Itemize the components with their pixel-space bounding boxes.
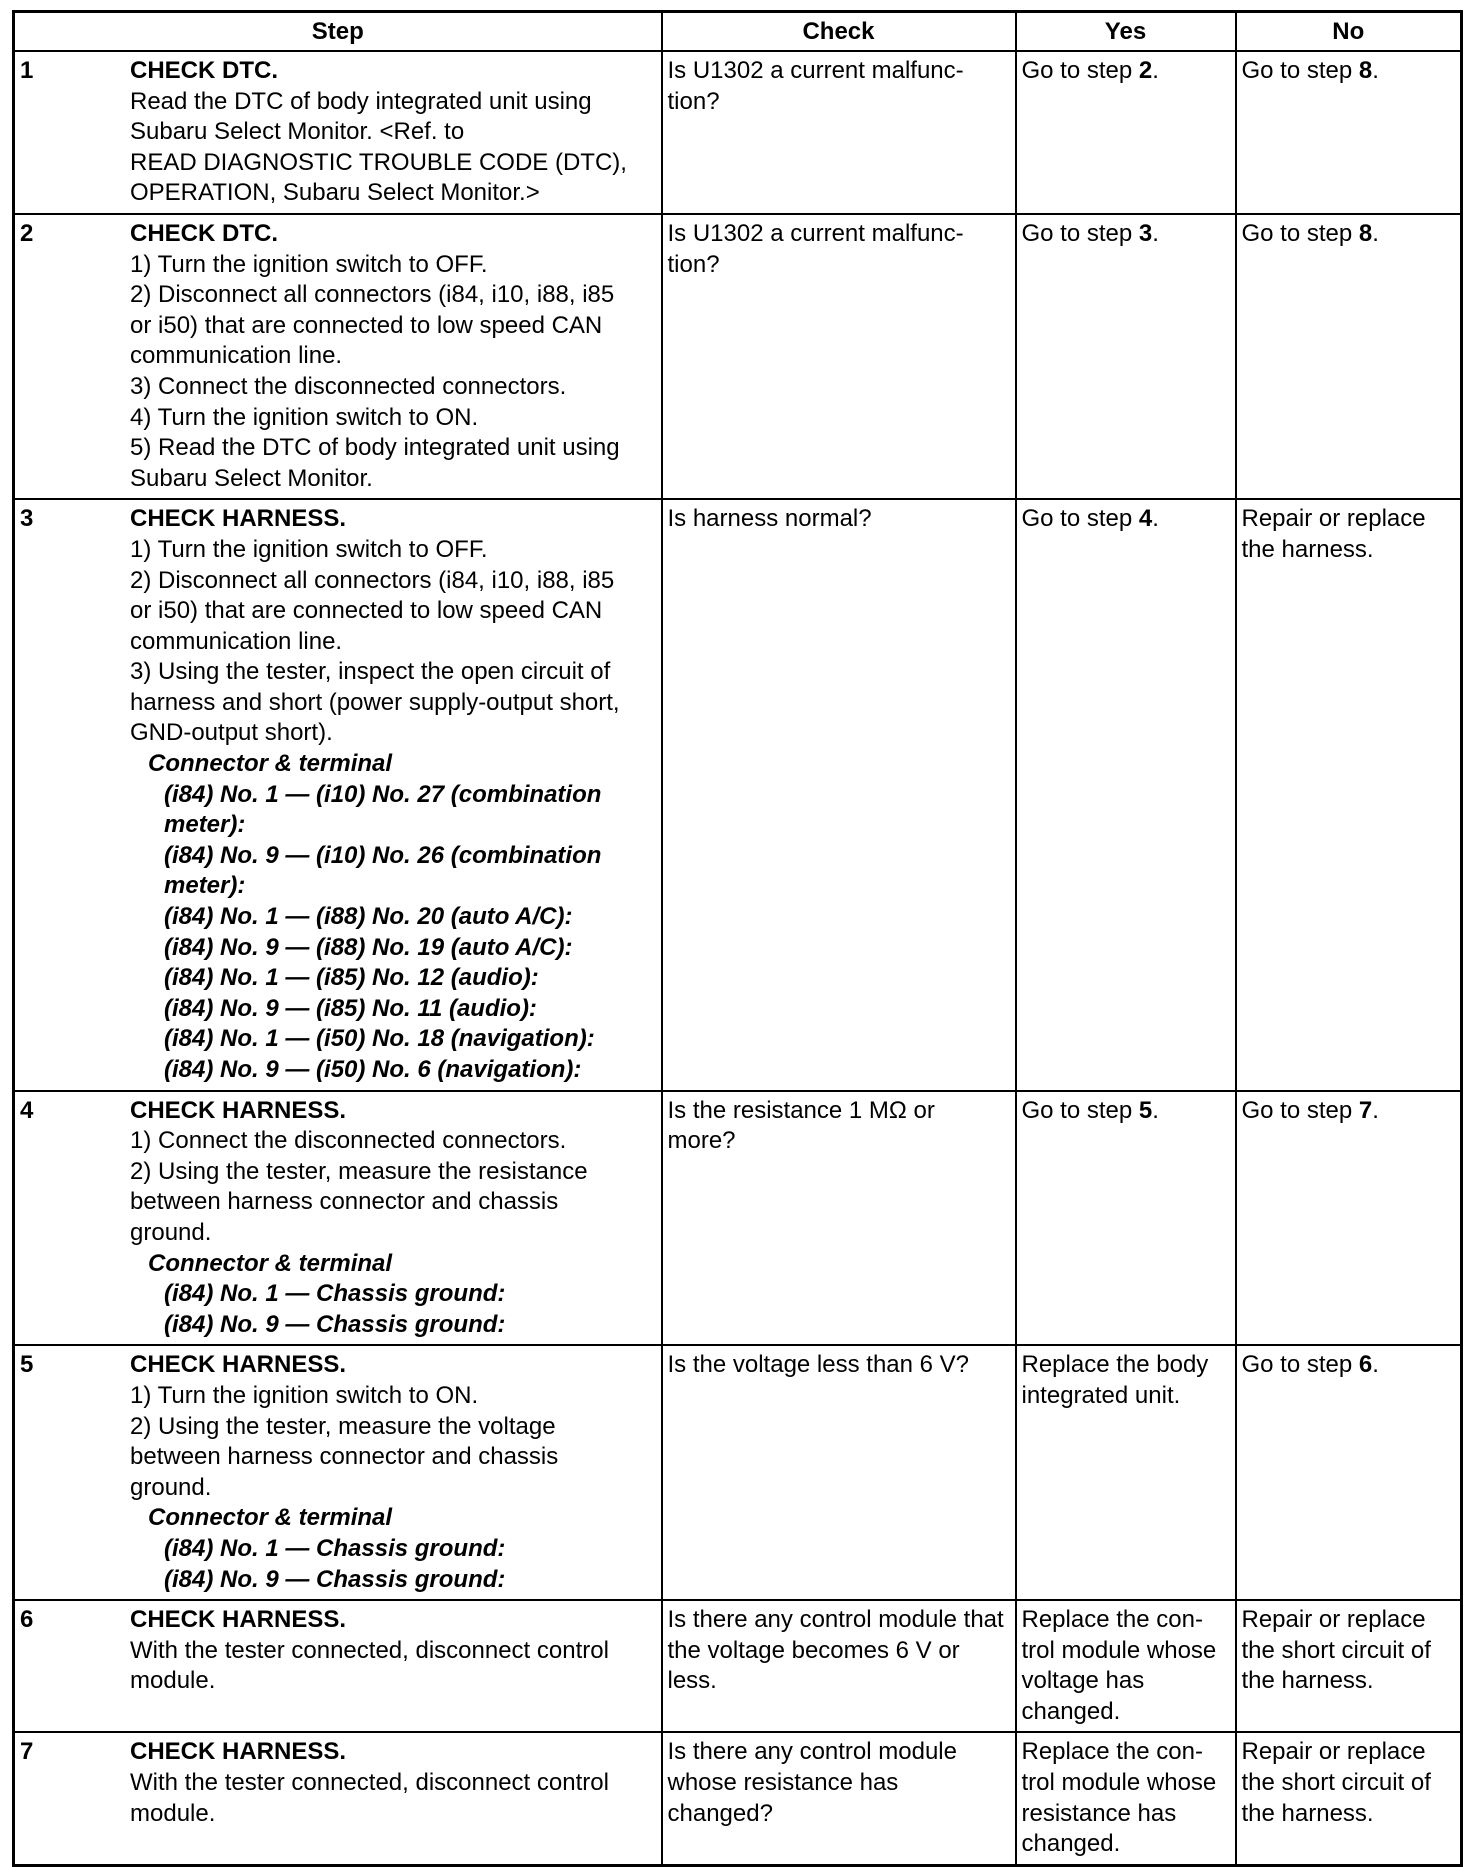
step-title: CHECK HARNESS. [130, 1738, 347, 1766]
connector-terminal-line: meter): [164, 811, 246, 839]
step-number: 1 [20, 57, 34, 84]
yes-cell-text [1022, 56, 1231, 87]
connector-terminal-line: meter): [164, 872, 246, 900]
step-instruction-line: or i50) that are connected to low speed CAN [130, 597, 603, 625]
table-row [14, 1091, 1462, 1346]
check-cell [662, 1091, 1016, 1346]
step-cell-content [20, 1605, 657, 1697]
check-line: Is there any control module that [667, 1606, 1004, 1634]
no-cell-prefix: Go to step [1241, 1351, 1359, 1379]
no-cell [1236, 214, 1462, 499]
yes-cell-text [1022, 1096, 1231, 1127]
table-row [14, 214, 1462, 499]
step-cell [14, 1345, 662, 1600]
no-cell-line: Repair or replace [1241, 1606, 1426, 1634]
check-line: less. [667, 1667, 717, 1695]
step-instruction-line: 2) Using the tester, measure the voltage [130, 1412, 556, 1440]
step-instruction-line: ground. [130, 1473, 212, 1501]
yes-cell-line: trol module whose [1021, 1636, 1217, 1664]
connector-terminal-line: (i84) No. 9 — (i88) No. 19 (auto A/C): [164, 933, 573, 961]
step-body [130, 56, 657, 209]
no-cell-text [1242, 219, 1457, 250]
step-title: CHECK DTC. [130, 219, 278, 247]
step-instruction-line: With the tester connected, disconnect control [130, 1769, 609, 1797]
check-cell [662, 51, 1016, 214]
step-title: CHECK HARNESS. [130, 505, 347, 533]
step-instruction-line: module. [130, 1799, 216, 1827]
yes-cell-suffix: . [1152, 219, 1159, 247]
step-instruction-line: With the tester connected, disconnect control [130, 1636, 609, 1664]
step-number: 2 [20, 219, 34, 247]
no-cell [1236, 1732, 1462, 1865]
yes-cell-step-number: 2 [1138, 57, 1153, 84]
yes-cell-step-number: 5 [1138, 1096, 1153, 1124]
no-cell-suffix: . [1372, 57, 1379, 84]
no-cell-step-number: 8 [1358, 57, 1373, 84]
step-number: 6 [20, 1606, 34, 1634]
connector-terminal-line: (i84) No. 9 — Chassis ground: [164, 1310, 506, 1338]
yes-cell-line: changed. [1021, 1697, 1121, 1725]
check-line: Is there any control module [667, 1738, 957, 1766]
step-body [130, 1096, 657, 1341]
diagnostic-table [12, 10, 1463, 1867]
yes-cell-suffix: . [1152, 505, 1159, 533]
no-cell-step-number: 6 [1358, 1351, 1373, 1379]
step-instruction-line: Read the DTC of body integrated unit using [130, 87, 592, 115]
no-cell-line: Repair or replace [1241, 505, 1426, 533]
step-instruction-line: harness and short (power supply-output short, [130, 688, 620, 716]
check-cell [662, 1600, 1016, 1732]
check-line: the voltage becomes 6 V or [667, 1636, 960, 1664]
table-row [14, 1345, 1462, 1600]
step-instruction-line: 1) Turn the ignition switch to ON. [130, 1381, 479, 1409]
step-title: CHECK DTC. [130, 57, 278, 84]
step-instruction-line: 1) Connect the disconnected connectors. [130, 1127, 567, 1155]
no-cell [1236, 499, 1462, 1090]
connector-terminal-line: (i84) No. 1 — (i50) No. 18 (navigation): [164, 1025, 595, 1053]
header-step: Step [14, 12, 662, 52]
yes-cell [1016, 51, 1236, 214]
no-cell-prefix: Go to step [1241, 57, 1359, 84]
connector-terminal-line: (i84) No. 9 — (i85) No. 11 (audio): [164, 994, 537, 1022]
step-number: 4 [20, 1096, 34, 1124]
diagnostic-procedure-sheet [12, 10, 1463, 1867]
connector-terminal-line: (i84) No. 1 — (i85) No. 12 (audio): [164, 964, 539, 992]
header-check: Check [662, 12, 1016, 52]
no-cell-suffix: . [1372, 219, 1379, 247]
check-line: tion? [667, 87, 720, 115]
step-cell-content [20, 504, 657, 1085]
check-line: whose resistance has [667, 1769, 899, 1797]
no-cell-prefix: Go to step [1241, 1096, 1359, 1124]
step-instruction-line: module. [130, 1667, 216, 1695]
header-row [14, 12, 1462, 52]
yes-cell-step-number: 4 [1138, 505, 1153, 533]
step-instruction-line: ground. [130, 1218, 212, 1246]
yes-cell-prefix: Go to step [1021, 219, 1139, 247]
yes-cell-line: Replace the con- [1021, 1738, 1203, 1766]
table-row [14, 51, 1462, 214]
connector-terminal-line: (i84) No. 1 — (i88) No. 20 (auto A/C): [164, 903, 573, 931]
yes-cell-prefix: Go to step [1021, 505, 1139, 533]
check-line: tion? [667, 250, 720, 278]
no-cell [1236, 1600, 1462, 1732]
no-cell-line: the harness. [1241, 1667, 1374, 1695]
step-instruction-line: 3) Using the tester, inspect the open circuit of [130, 658, 611, 686]
check-line: Is harness normal? [667, 505, 872, 533]
step-instruction-line: communication line. [130, 627, 343, 655]
step-cell [14, 214, 662, 499]
connector-terminal-line: (i84) No. 1 — Chassis ground: [164, 1534, 506, 1562]
step-cell [14, 51, 662, 214]
check-line: Is the resistance 1 MΩ or [667, 1096, 935, 1124]
check-cell [662, 499, 1016, 1090]
step-title: CHECK HARNESS. [130, 1096, 347, 1124]
step-cell-content [20, 219, 657, 494]
step-cell-content [20, 1737, 657, 1829]
yes-cell [1016, 499, 1236, 1090]
no-cell-text [1242, 1350, 1457, 1381]
step-body [130, 504, 657, 1085]
yes-cell-prefix: Go to step [1021, 57, 1139, 84]
yes-cell-line: Replace the body [1021, 1351, 1209, 1379]
connector-terminal-line: (i84) No. 9 — Chassis ground: [164, 1565, 506, 1593]
yes-cell [1016, 214, 1236, 499]
step-instruction-line: 1) Turn the ignition switch to OFF. [130, 535, 488, 563]
yes-cell-line: trol module whose [1021, 1769, 1217, 1797]
header-yes: Yes [1016, 12, 1236, 52]
no-cell-step-number: 8 [1358, 219, 1373, 247]
no-cell-suffix: . [1372, 1351, 1379, 1379]
header-no: No [1236, 12, 1462, 52]
yes-cell-suffix: . [1152, 57, 1159, 84]
connector-terminal-line: (i84) No. 9 — (i50) No. 6 (navigation): [164, 1056, 582, 1083]
yes-cell-text [1022, 504, 1231, 535]
step-instruction-line: READ DIAGNOSTIC TROUBLE CODE (DTC), [130, 148, 627, 176]
yes-cell-line: integrated unit. [1021, 1381, 1181, 1409]
yes-cell-line: resistance has [1021, 1799, 1177, 1827]
step-instruction-line: Subaru Select Monitor. <Ref. to [130, 118, 465, 146]
no-cell-text [1242, 1096, 1457, 1127]
check-line: Is the voltage less than 6 V? [667, 1351, 970, 1379]
no-cell-step-number: 7 [1358, 1096, 1373, 1124]
step-instruction-line: 2) Disconnect all connectors (i84, i10, i88, i85 [130, 281, 615, 309]
step-instruction-line: 2) Disconnect all connectors (i84, i10, i88, i85 [130, 566, 615, 594]
no-cell [1236, 1345, 1462, 1600]
no-cell [1236, 1091, 1462, 1346]
check-line: changed? [667, 1799, 773, 1827]
yes-cell [1016, 1732, 1236, 1865]
step-number: 7 [20, 1738, 34, 1766]
connector-terminal-line: (i84) No. 1 — (i10) No. 27 (combination [164, 780, 602, 808]
check-line: Is U1302 a current malfunc- [667, 219, 964, 247]
step-instruction-line: 2) Using the tester, measure the resistance [130, 1157, 588, 1185]
no-cell-text [1242, 56, 1457, 87]
check-line: Is U1302 a current malfunc- [667, 57, 964, 84]
step-title: CHECK HARNESS. [130, 1351, 347, 1379]
step-title: CHECK HARNESS. [130, 1606, 347, 1634]
check-cell [662, 1345, 1016, 1600]
step-cell-content [20, 1350, 657, 1595]
check-line: more? [667, 1127, 736, 1155]
connector-terminal-line: (i84) No. 1 — Chassis ground: [164, 1280, 506, 1308]
step-body [130, 219, 657, 494]
step-cell [14, 1600, 662, 1732]
check-cell [662, 214, 1016, 499]
step-instruction-line: communication line. [130, 342, 343, 370]
no-cell-line: the short circuit of [1241, 1636, 1431, 1664]
step-instruction-line: 1) Turn the ignition switch to OFF. [130, 250, 488, 278]
check-cell [662, 1732, 1016, 1865]
step-cell [14, 1091, 662, 1346]
yes-cell-line: voltage has [1021, 1667, 1145, 1695]
no-cell-line: Repair or replace [1241, 1738, 1426, 1766]
step-instruction-line: 5) Read the DTC of body integrated unit using [130, 434, 620, 462]
yes-cell-text [1022, 219, 1231, 250]
connector-terminal-heading: Connector & terminal [148, 1504, 393, 1532]
step-cell-content [20, 1096, 657, 1341]
no-cell-line: the short circuit of [1241, 1769, 1431, 1797]
step-cell [14, 1732, 662, 1865]
no-cell-prefix: Go to step [1241, 219, 1359, 247]
step-instruction-line: Subaru Select Monitor. [130, 464, 373, 492]
yes-cell-line: Replace the con- [1021, 1606, 1203, 1634]
step-instruction-line: 4) Turn the ignition switch to ON. [130, 403, 479, 431]
no-cell-line: the harness. [1241, 535, 1374, 563]
yes-cell-suffix: . [1152, 1096, 1159, 1124]
no-cell-line: the harness. [1241, 1799, 1374, 1827]
step-body [130, 1737, 657, 1829]
no-cell [1236, 51, 1462, 214]
yes-cell-prefix: Go to step [1021, 1096, 1139, 1124]
table-row [14, 1732, 1462, 1865]
no-cell-suffix: . [1372, 1096, 1379, 1124]
table-row [14, 499, 1462, 1090]
connector-terminal-line: (i84) No. 9 — (i10) No. 26 (combination [164, 841, 602, 869]
step-number: 5 [20, 1351, 34, 1379]
yes-cell-step-number: 3 [1138, 219, 1153, 247]
yes-cell [1016, 1600, 1236, 1732]
connector-terminal-heading: Connector & terminal [148, 750, 393, 778]
step-instruction-line: or i50) that are connected to low speed CAN [130, 311, 603, 339]
step-cell-content [20, 56, 657, 209]
step-number: 3 [20, 505, 34, 533]
step-body [130, 1605, 657, 1697]
step-cell [14, 499, 662, 1090]
step-instruction-line: between harness connector and chassis [130, 1443, 559, 1471]
step-instruction-line: 3) Connect the disconnected connectors. [130, 372, 567, 400]
yes-cell [1016, 1345, 1236, 1600]
step-instruction-line: between harness connector and chassis [130, 1188, 559, 1216]
connector-terminal-heading: Connector & terminal [148, 1249, 393, 1277]
step-instruction-line: GND-output short). [130, 719, 333, 747]
table-row [14, 1600, 1462, 1732]
yes-cell [1016, 1091, 1236, 1346]
step-body [130, 1350, 657, 1595]
step-instruction-line: OPERATION, Subaru Select Monitor.> [130, 179, 540, 207]
yes-cell-line: changed. [1021, 1830, 1121, 1858]
